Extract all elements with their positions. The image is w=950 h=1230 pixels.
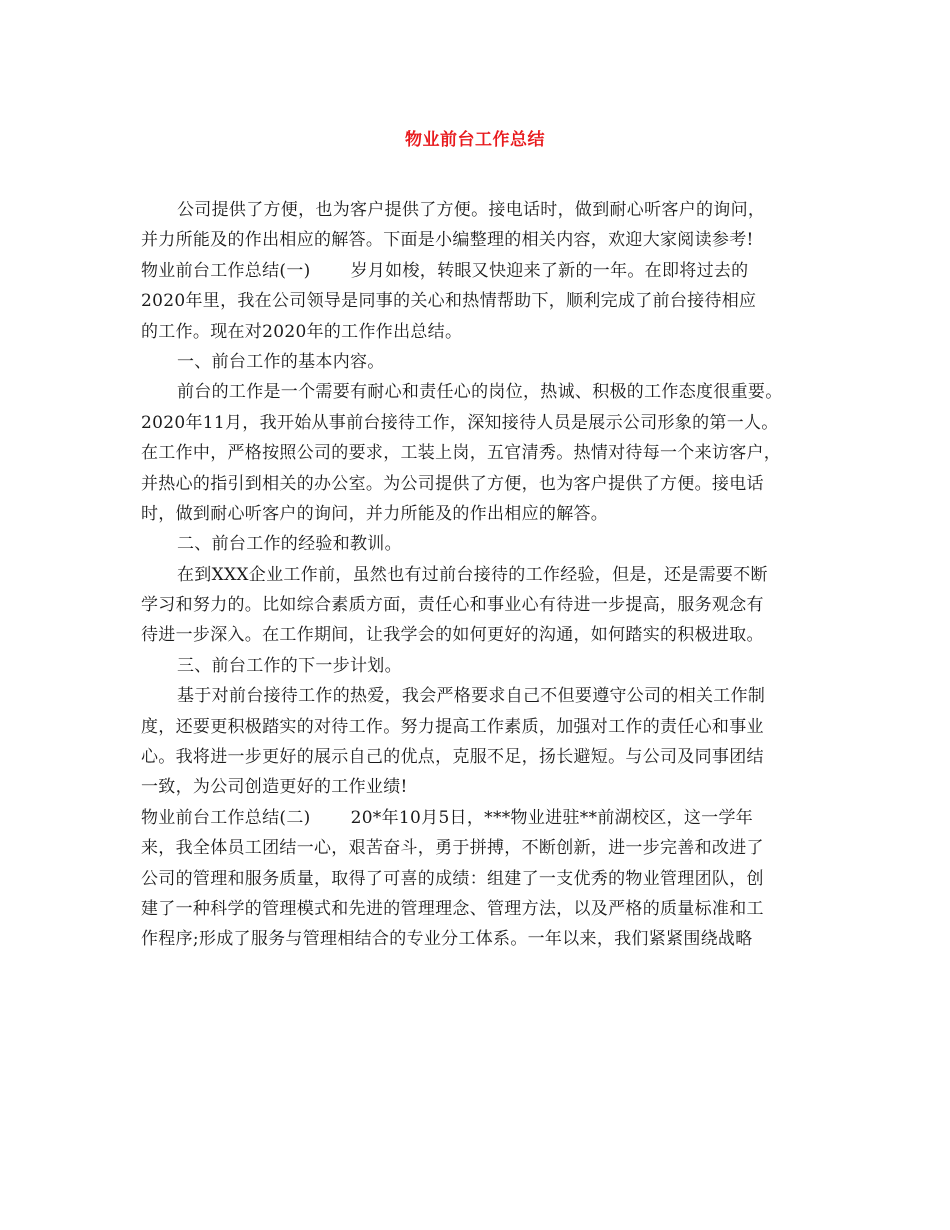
paragraph-line: 前台的工作是一个需要有耐心和责任心的岗位，热诚、积极的工作态度很重要。 [177,382,783,403]
paragraph-line: 公司提供了方便，也为客户提供了方便。接电话时，做到耐心听客户的询问， [177,200,766,220]
paragraph-line: 建了一种科学的管理模式和先进的管理理念、管理方法，以及严格的质量标准和工 [141,898,764,919]
paragraph-line: 公司的管理和服务质量，取得了可喜的成绩：组建了一支优秀的物业管理团队，创 [141,868,764,889]
paragraph-line: 并力所能及的作出相应的解答。下面是小编整理的相关内容，欢迎大家阅读参考! [141,230,754,251]
section-heading-line [141,256,831,286]
paragraph-line: 一致，为公司创造更好的工作业绩! [141,777,408,798]
paragraph-line: 基于对前台接待工作的热爱，我会严格要求自己不但要遵守公司的相关工作制 [177,686,766,707]
paragraph-line: 学习和努力的。比如综合素质方面，责任心和事业心有待进一步提高，服务观念有 [141,595,764,616]
paragraph-line: 2020年11月，我开始从事前台接待工作，深知接待人员是展示公司形象的第一人。 [141,412,779,433]
paragraph-line: 在工作中，严格按照公司的要求，工装上岗，五官清秀。热情对待每一个来访客户， [141,443,782,464]
paragraph-text: 20*年10月5日，***物业进驻**前湖校区，这一学年 [350,807,754,828]
paragraph-text: 岁月如梭，转眼又快迎来了新的一年。在即将过去的 [350,260,749,281]
paragraph-line: 时，做到耐心听客户的询问，并力所能及的作出相应的解答。 [141,503,609,524]
paragraph-line: 来，我全体员工团结一心，艰苦奋斗，勇于拼搏，不断创新，进一步完善和改进了 [141,838,764,859]
paragraph-line: 2020年里，我在公司领导是同事的关心和热情帮助下，顺利完成了前台接待相应 [141,291,757,312]
subheading-line: 三、前台工作的下一步计划。 [177,655,402,676]
paragraph-line: 的工作。现在对2020年的工作作出总结。 [141,321,463,342]
paragraph-line: 作程序;形成了服务与管理相结合的专业分工体系。一年以来，我们紧紧围绕战略 [141,929,753,950]
section-heading-line [141,803,831,833]
section-heading: 物业前台工作总结(二) [141,807,311,828]
document-body [141,195,831,955]
paragraph-line: 度，还要更积极踏实的对待工作。努力提高工作素质，加强对工作的责任心和事业 [141,716,764,737]
subheading-line: 二、前台工作的经验和教训。 [177,534,402,555]
section-heading: 物业前台工作总结(一) [141,260,311,281]
paragraph-line: 心。我将进一步更好的展示自己的优点，克服不足，扬长避短。与公司及同事团结 [141,747,764,768]
paragraph-line: 待进一步深入。在工作期间，让我学会的如何更好的沟通，如何踏实的积极进取。 [141,625,764,646]
document-title: 物业前台工作总结 [405,130,545,150]
paragraph-line: 并热心的指引到相关的办公室。为公司提供了方便，也为客户提供了方便。接电话 [141,473,764,494]
paragraph-line: 在到XXX企业工作前，虽然也有过前台接待的工作经验，但是，还是需要不断 [177,564,768,585]
subheading-line: 一、前台工作的基本内容。 [177,351,385,372]
